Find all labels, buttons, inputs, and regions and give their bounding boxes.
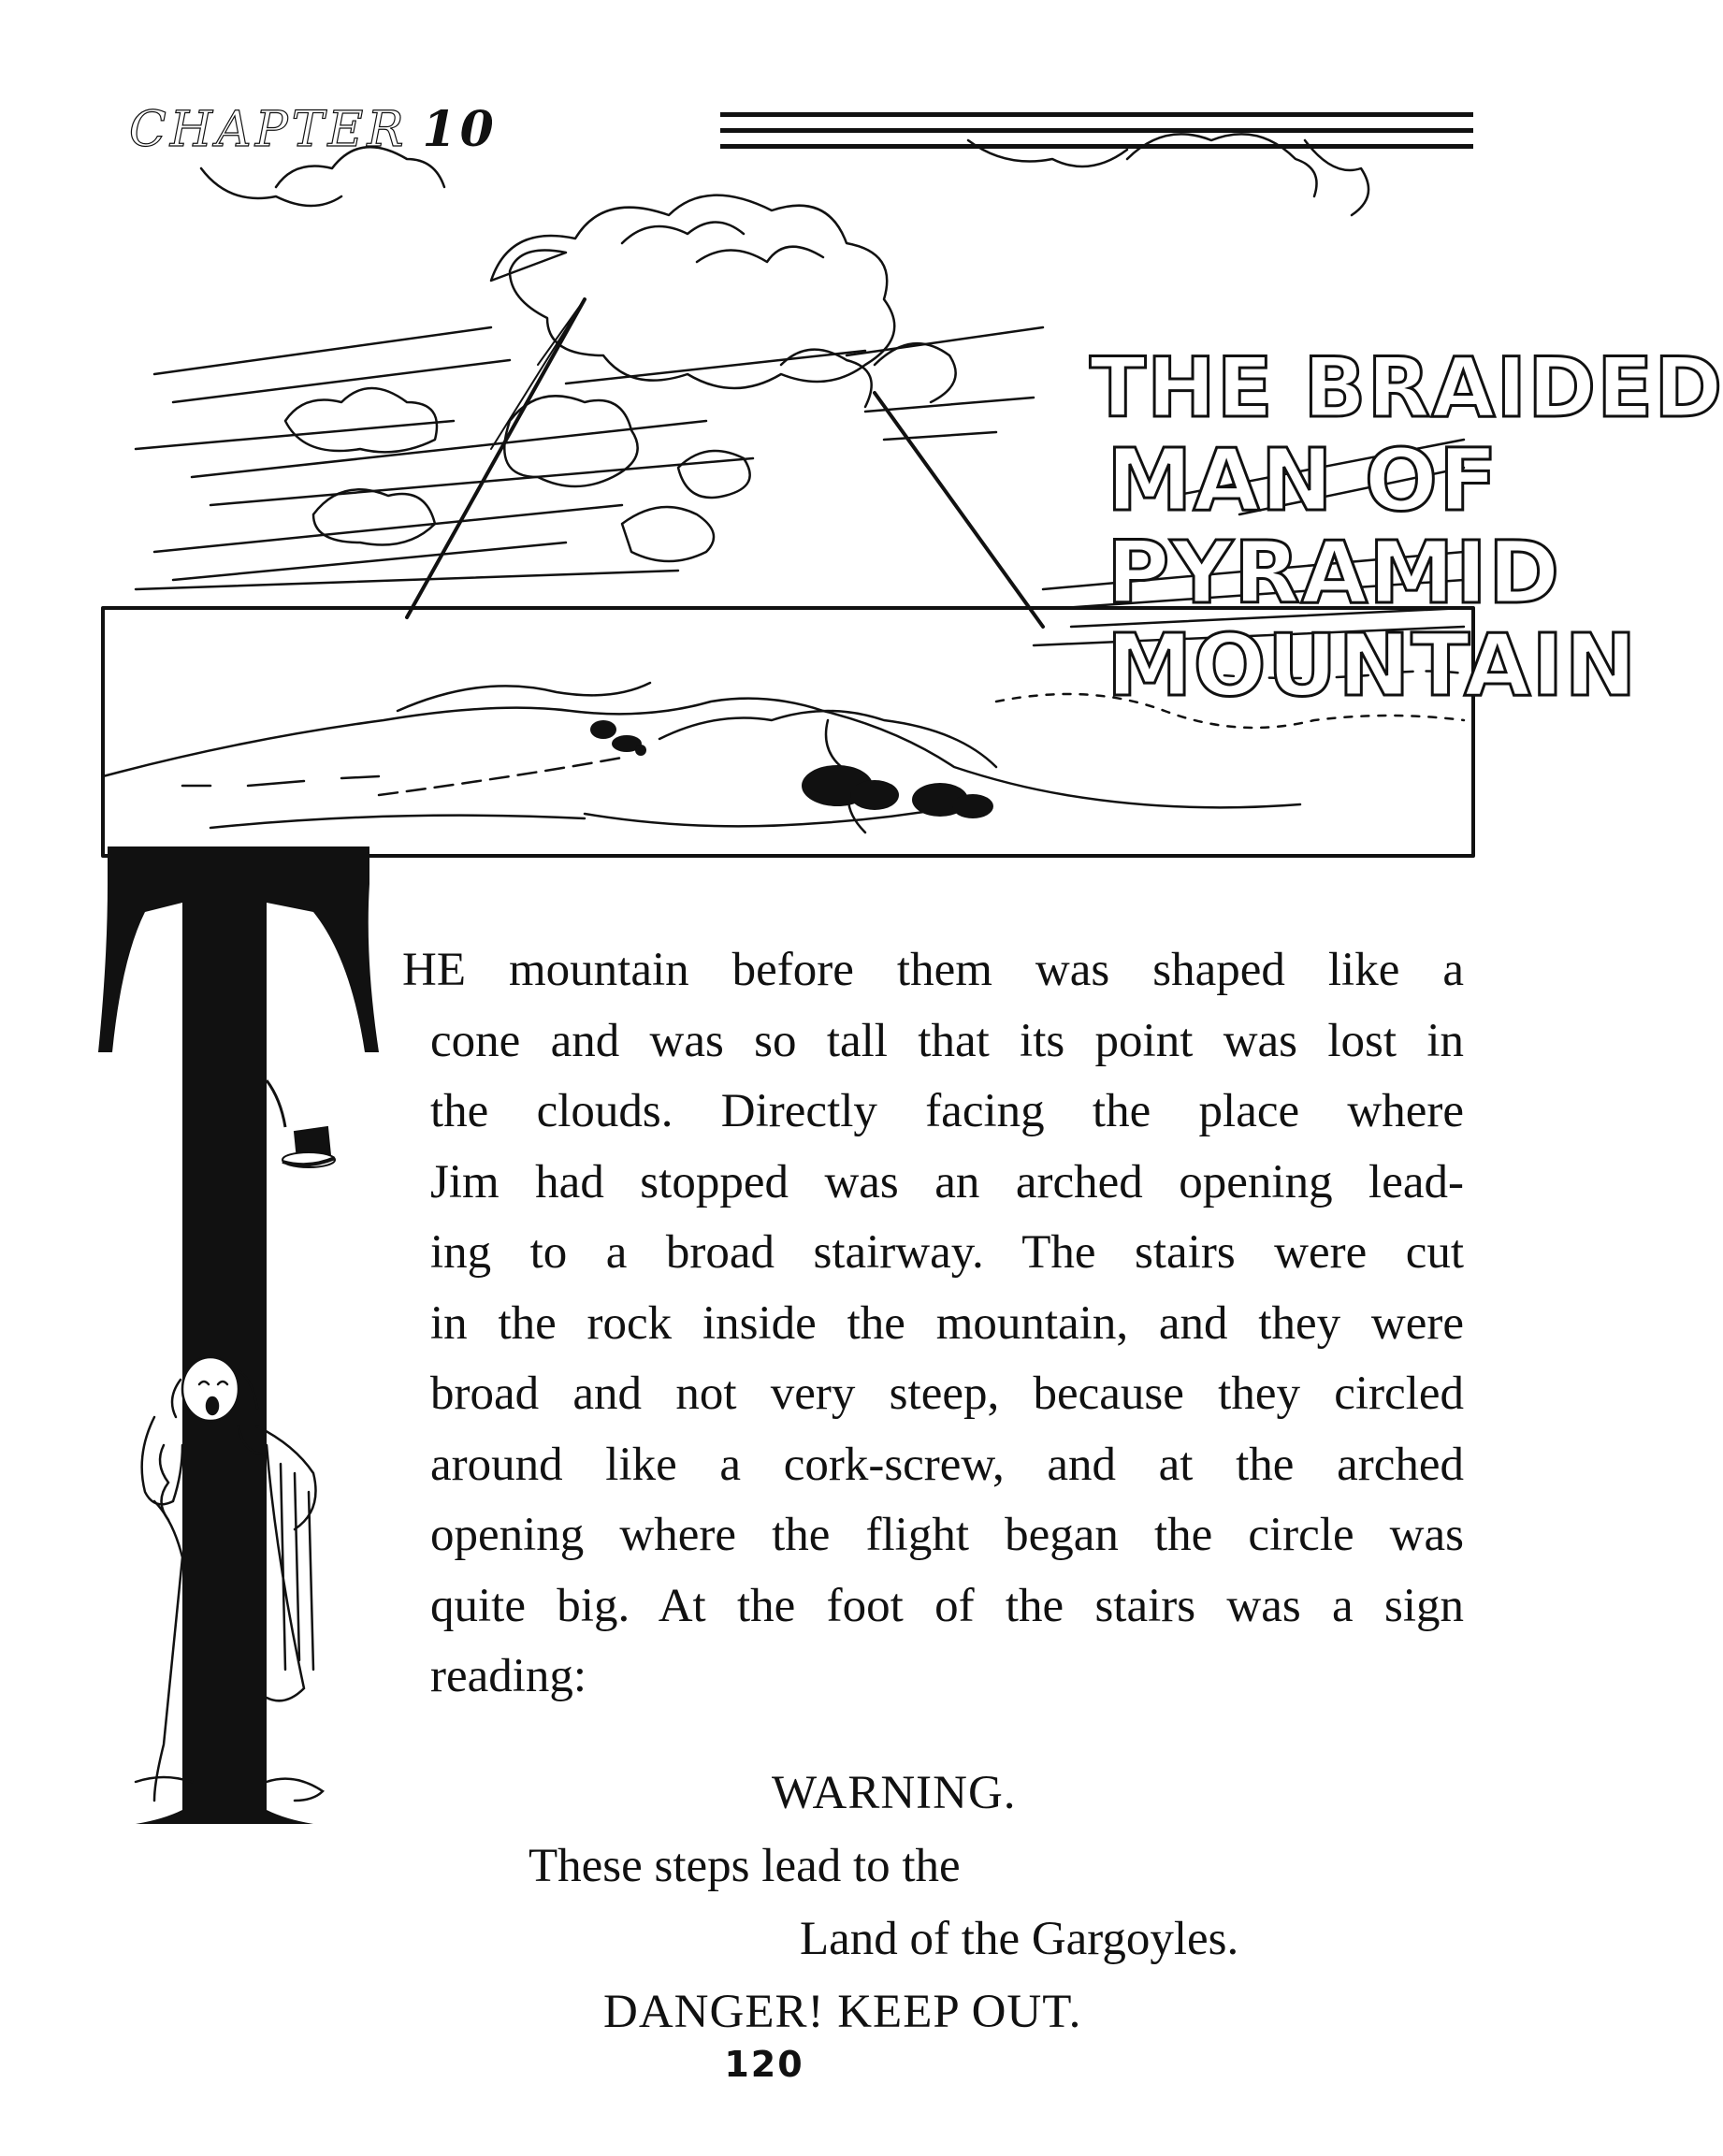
- chapter-title-line: MOUNTAIN: [1107, 615, 1638, 716]
- chapter-title-line: THE BRAIDED: [1090, 340, 1723, 436]
- page-number: 120: [724, 2044, 804, 2085]
- chapter-number: 10: [422, 101, 498, 158]
- sign-line: These steps lead to the: [528, 1840, 961, 1892]
- body-line: Jim had stopped was an arched opening lead-: [430, 1155, 1464, 1208]
- chapter-title: [1090, 340, 1723, 716]
- body-line: cone and was so tall that its point was lost in: [430, 1014, 1464, 1067]
- sign-title: WARNING.: [772, 1767, 1017, 1819]
- sign-line: Land of the Gargoyles.: [800, 1913, 1239, 1965]
- body-line: quite big. At the foot of the stairs was a sign: [430, 1579, 1464, 1632]
- body-line: HE mountain before them was shaped like a: [402, 944, 1464, 996]
- body-line: around like a cork-screw, and at the arched: [430, 1438, 1464, 1491]
- body-line: reading:: [430, 1650, 587, 1702]
- chapter-title-line: MAN OF: [1107, 430, 1499, 530]
- body-line: opening where the flight began the circle was: [430, 1509, 1464, 1561]
- body-line: in the rock inside the mountain, and they were: [430, 1296, 1464, 1350]
- body-line: the clouds. Directly facing the place where: [430, 1085, 1464, 1137]
- body-paragraph: [402, 935, 1464, 1713]
- sign-line: DANGER! KEEP OUT.: [603, 1986, 1082, 2038]
- header-rule: [720, 112, 1473, 117]
- body-line: ing to a broad stairway. The stairs were cut: [430, 1226, 1464, 1279]
- chapter-illustration: [98, 140, 1723, 861]
- drop-cap-letter-t: [98, 846, 379, 1838]
- drop-cap-illustration: [98, 846, 379, 1838]
- chapter-title-line: PYRAMID: [1107, 523, 1561, 623]
- body-line: broad and not very steep, because they circled: [430, 1367, 1464, 1420]
- header-rule: [720, 128, 1473, 133]
- chapter-word: CHAPTER: [129, 102, 408, 158]
